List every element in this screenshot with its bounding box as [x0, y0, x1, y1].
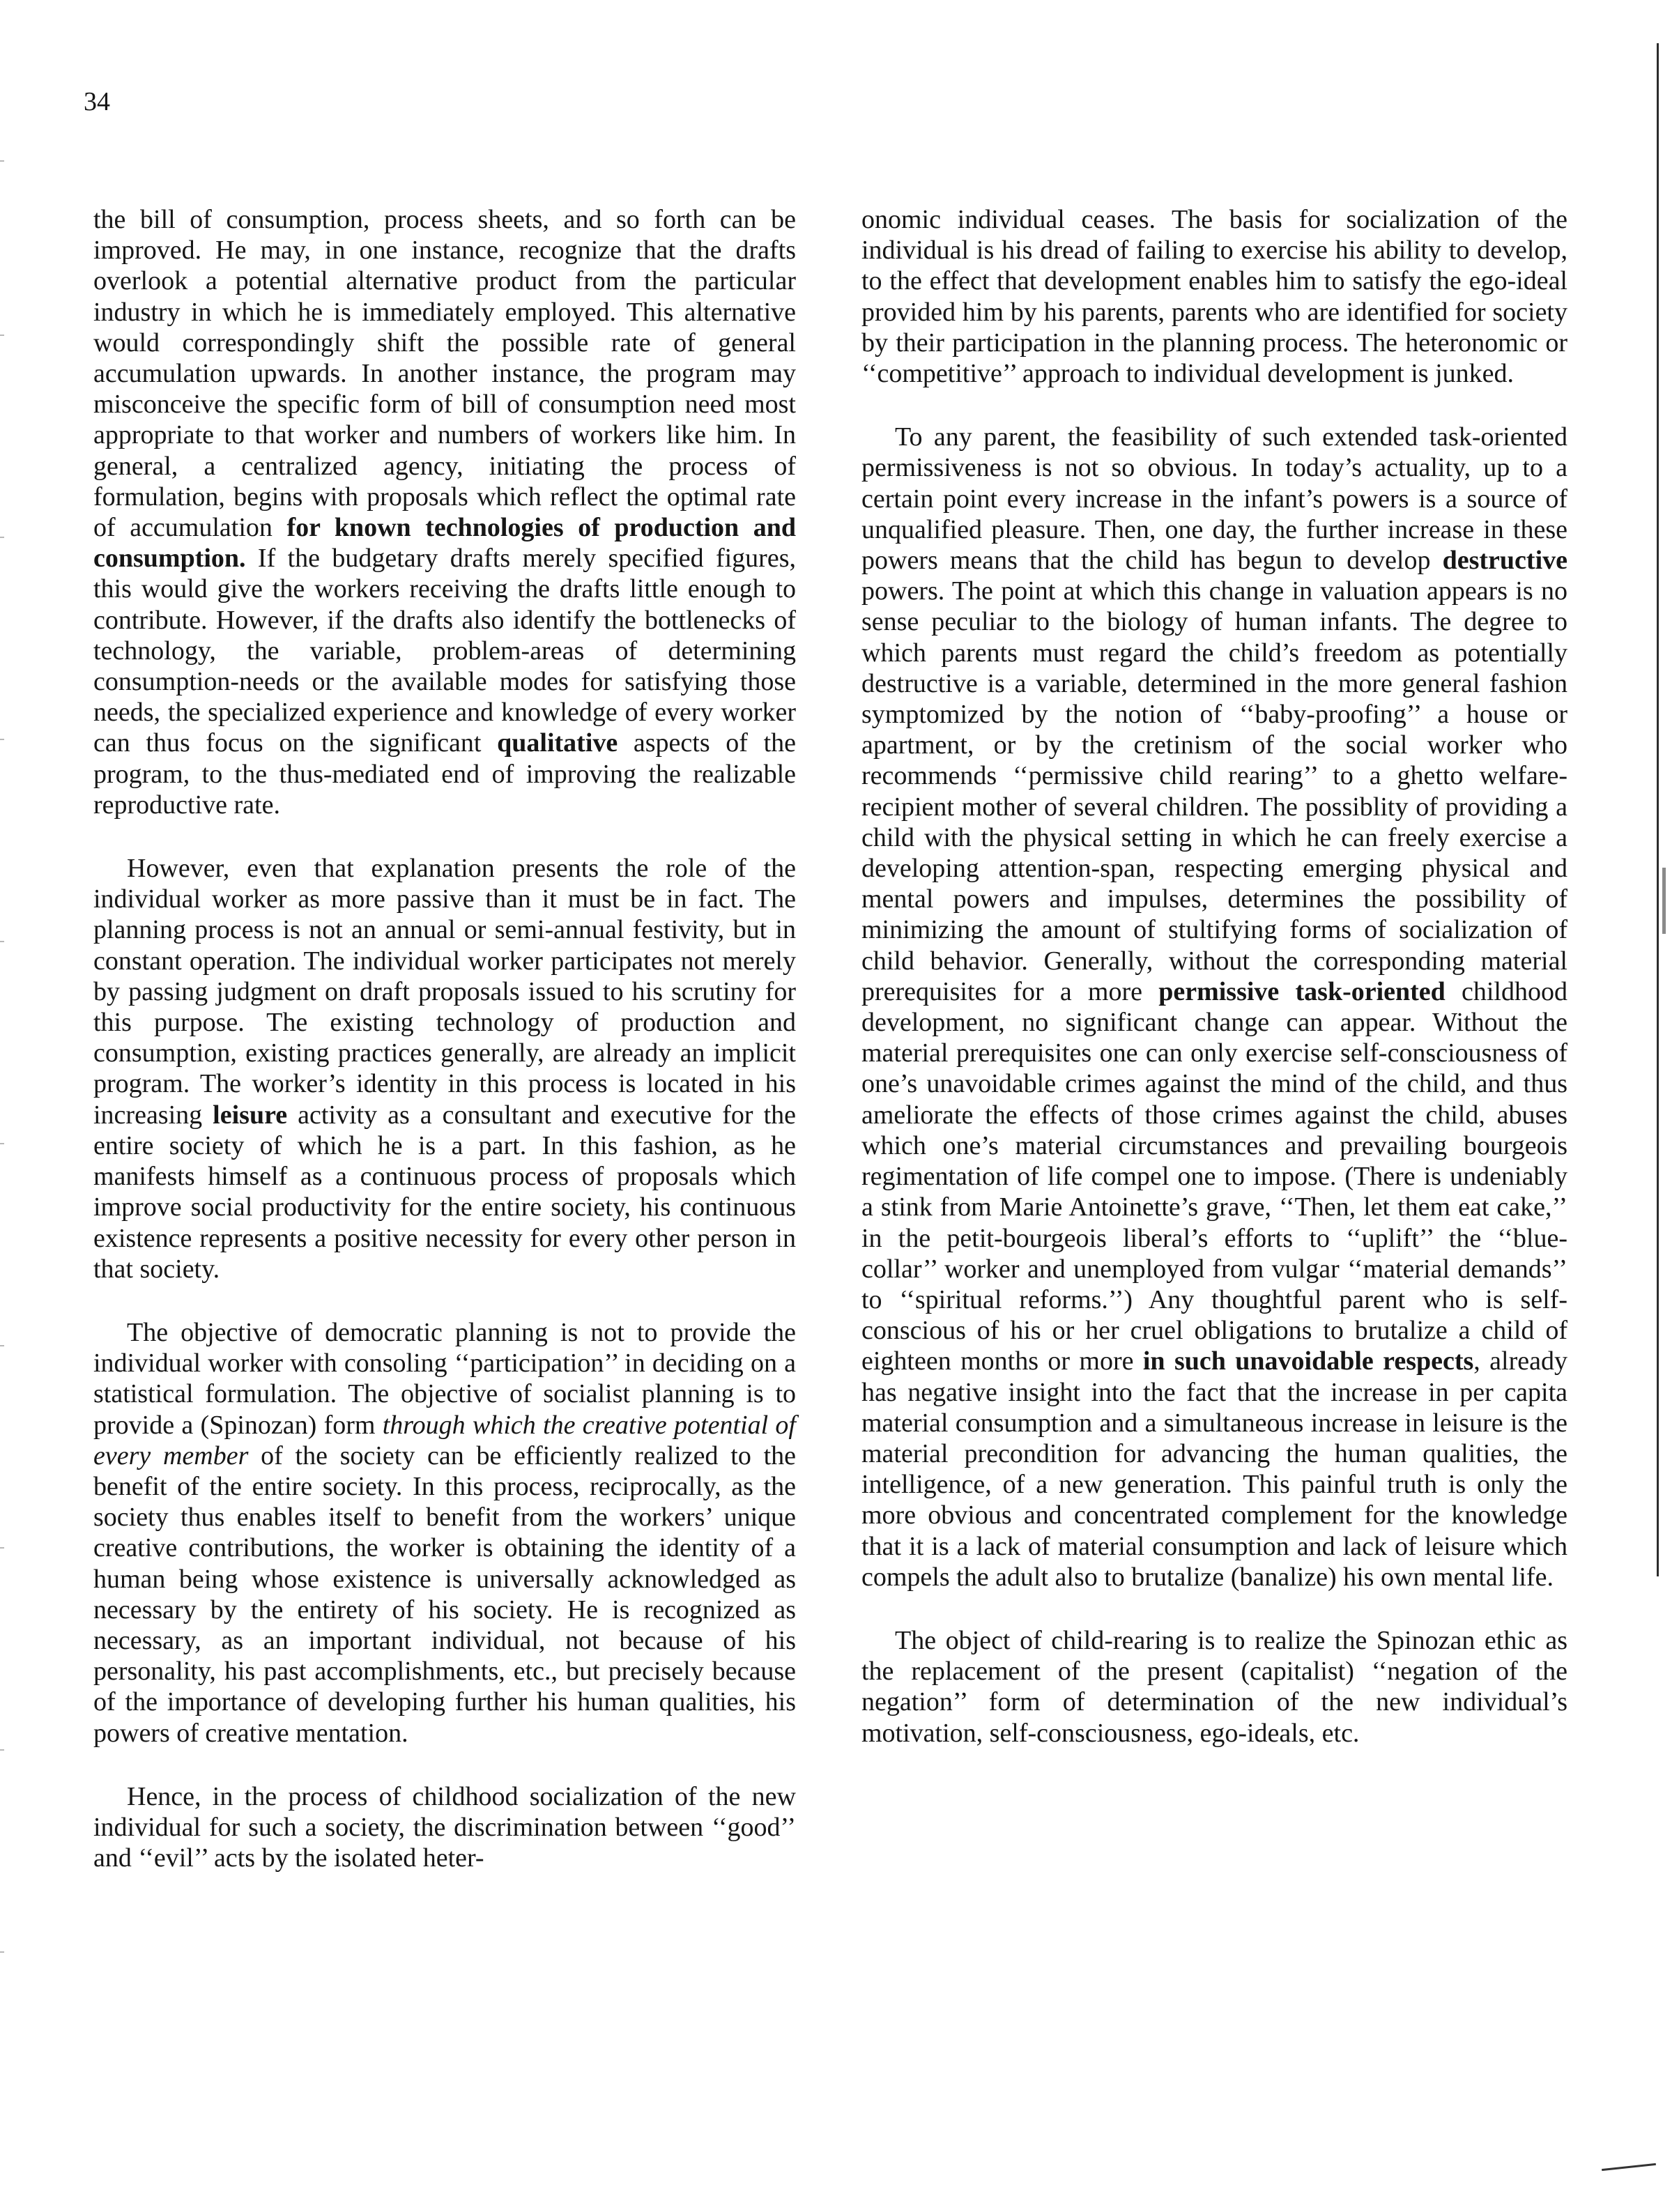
paragraph	[93, 853, 796, 1284]
bold-text: permissive task-oriented	[1158, 976, 1446, 1006]
bold-text: destructive	[1442, 546, 1567, 576]
paragraph	[93, 1781, 796, 1874]
paragraph	[861, 422, 1567, 1592]
body-text: The objective of democratic planning is not to provide the individual worker with consoling ‘‘participation’’ in deciding on a statistical formulation. The objective of socialist planning is to provide a (Spinozan) form	[93, 1317, 796, 1440]
scan-artifact	[1662, 868, 1666, 934]
body-text: The object of child-rearing is to realize the Spinozan ethic as the replacement of the present (capitalist) ‘‘negation of the negation’’ form of determination of the new individual’s motivation, self-consciousness, ego-ideals, etc.	[861, 1625, 1567, 1748]
italic-text: through which the creative potential of every member	[93, 1410, 796, 1470]
margin-tick	[0, 1547, 4, 1549]
body-text: onomic individual ceases. The basis for socialization of the individual is his dread of failing to exercise his ability to develop, to the effect that development enables him to satisfy the ego-ideal provided him by his parents, parents who are identified for society by their participation in the planning process. The heteronomic or ‘‘competitive’’ approach to individual development is junked.	[861, 205, 1567, 389]
margin-tick	[0, 1749, 4, 1751]
right-column	[861, 204, 1567, 1749]
body-text: aspects of the program, to the thus-mediated end of improving the realizable reproductive rate.	[93, 728, 797, 820]
bold-text: leisure	[213, 1100, 288, 1130]
margin-tick	[0, 537, 4, 538]
body-text: of the society can be efficiently realized to the benefit of the entire society. In this process, reciprocally, as the society thus enables itself to benefit from the workers’ unique creative contributions, the worker is obtaining the identity of a human being whose existence is universally acknowledged as necessary by the entirety of his society. He is recognized as necessary, as an important individual, not because of his personality, his past accomplishments, etc., but precisely because of the importance of developing further his human qualities, his powers of creative mentation.	[93, 1441, 796, 1748]
body-text: If the budgetary drafts merely specified figures, this would give the workers receiving the drafts little enough to contribute. However, if the drafts also identify the bottlenecks of technology, the variable, problem-areas of determining consumption-needs or the available modes for satisfying those needs, the specialized experience and knowledge of every worker can thus focus on the significant	[93, 544, 796, 758]
bold-text: qualitative	[497, 728, 618, 758]
page-number: 34	[84, 87, 110, 116]
bold-text: for known technologies of production and consumption.	[93, 513, 796, 574]
margin-tick	[0, 160, 4, 162]
margin-tick	[0, 335, 4, 336]
body-text: the bill of consumption, process sheets, and so forth can be improved. He may, in one instance, recognize that the drafts overlook a potential alternative product from the particular industry in which he is immediately employed. This alternative would correspondingly shift the possible rate of general accumulation upwards. In another instance, the program may misconceive the specific form of bill of consumption need most appropriate to that worker and numbers of workers like him. In general, a centralized agency, initiating the process of formulation, begins with proposals which reflect the optimal rate of accumulation	[93, 205, 796, 543]
paragraph	[861, 204, 1567, 389]
paragraph	[93, 1317, 796, 1749]
margin-tick	[0, 739, 4, 740]
paragraph	[93, 204, 796, 820]
bold-text: in such unavoidable respects	[1142, 1346, 1474, 1376]
left-column	[93, 204, 796, 1873]
body-text: activity as a consultant and executive for the entire society of which he is a part. In this fashion, as he manifests himself as a continuous process of proposals which improve social productivity for the entire society, his continuous existence represents a positive necessity for every other person in that society.	[93, 1100, 797, 1284]
corner-mark	[1602, 2163, 1656, 2171]
margin-tick	[0, 941, 4, 942]
paragraph	[861, 1625, 1567, 1749]
body-text: powers. The point at which this change in valuation appears is no sense peculiar to the biology of human infants. The degree to which parents must regard the child’s freedom as potentially destructive is a variable, determined in the more general fashion symptomized by the notion of ‘‘baby-proofing’’ a house or apartment, or by the cretinism of the social worker who recommends ‘‘permissive child rearing’’ to a ghetto welfare-recipient mother of several children. The possiblity of providing a child with the physical setting in which he can freely exercise a developing attention-span, respecting emerging physical and mental powers and impulses, determines the possibility of minimizing the amount of stultifying forms of socialization of child behavior. Generally, without the corresponding material prerequisites for a more	[861, 576, 1567, 1006]
body-text: Hence, in the process of childhood socialization of the new individual for such a society, the discrimination between ‘‘good’’ and ‘‘evil’’ acts by the isolated heter-	[93, 1781, 796, 1873]
body-text: childhood development, no significant change can appear. Without the material prerequisites one can only exercise self-consciousness of one’s unavoidable crimes against the mind of the child, and thus ameliorate the effects of those crimes against the child, abuses which one’s material circumstances and prevailing bourgeois regimentation of life compel one to impose. (There is undeniably a stink from Marie Antoinette’s grave, ‘‘Then, let them eat cake,’’ in the petit-bourgeois liberal’s efforts to ‘‘uplift’’ the ‘‘blue-collar’’ worker and unemployed from vulgar ‘‘material demands’’ to ‘‘spiritual reforms.’’) Any thoughtful parent who is self-conscious of his or her cruel obligations to brutalize a child of eighteen months or more	[861, 976, 1567, 1376]
body-text: To any parent, the feasibility of such extended task-oriented permissiveness is not so obvious. In today’s actuality, up to a certain point every increase in the infant’s powers is a source of unqualified pleasure. Then, one day, the further increase in these powers means that the child has begun to develop	[861, 422, 1567, 576]
binding-edge-rule	[1657, 43, 1659, 1576]
margin-tick	[0, 1951, 4, 1953]
margin-tick	[0, 1345, 4, 1346]
body-text: , already has negative insight into the fact that the increase in per capita material consumption and a simultaneous increase in leisure is the material precondition for advancing the human qualities, the intelligence, of a new generation. This painful truth is only the more obvious and concentrated complement for the knowledge that it is a lack of material consumption and lack of leisure which compels the adult also to brutalize (banalize) his own mental life.	[861, 1346, 1567, 1592]
body-text: However, even that explanation presents the role of the individual worker as more passive than it must be in fact. The planning process is not an annual or semi-annual festivity, but in constant operation. The individual worker participates not merely by passing judgment on draft proposals issued to his scrutiny for this purpose. The existing technology of production and consumption, existing practices generally, are already an implicit program. The worker’s identity in this process is located in his increasing	[93, 854, 796, 1130]
margin-tick	[0, 1143, 4, 1144]
